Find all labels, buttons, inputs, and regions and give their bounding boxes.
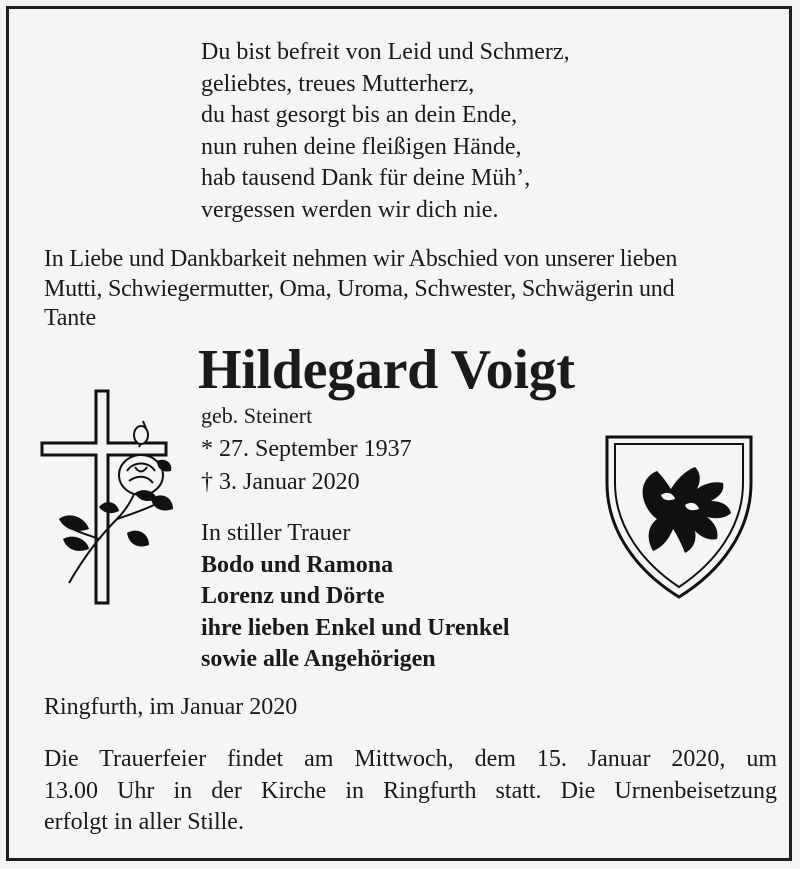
intro-line: In Liebe und Dankbarkeit nehmen wir Abschied von unserer lieben: [44, 246, 678, 272]
poem-line: hab tausend Dank für deine Müh’,: [201, 165, 531, 191]
memorial-poem: [201, 37, 570, 226]
birth-date: * 27. September 1937: [201, 436, 412, 462]
farewell-intro: [44, 245, 779, 334]
mourners-heading: In stiller Trauer: [201, 520, 351, 546]
poem-line: vergessen werden wir dich nie.: [201, 196, 499, 223]
place-and-date: Ringfurth, im Januar 2020: [44, 694, 298, 720]
maiden-name: geb. Steinert: [201, 403, 313, 428]
mourner-entry: ihre lieben Enkel und Urenkel: [201, 614, 510, 641]
mourners-block: [201, 518, 510, 676]
poem-line: geliebtes, treues Mutterherz,: [201, 70, 475, 97]
poem-line: nun ruhen deine fleißigen Hände,: [201, 133, 522, 160]
funeral-line: Die Trauerfeier findet am Mittwoch, dem 15. Januar 2020, um: [44, 746, 777, 772]
poem-line: Du bist befreit von Leid und Schmerz,: [201, 39, 570, 65]
life-dates: [201, 433, 412, 499]
mourner-entry: Lorenz und Dörte: [201, 583, 385, 609]
funeral-line: 13.00 Uhr in der Kirche in Ringfurth statt. Die Urnenbeisetzung: [44, 777, 777, 804]
funeral-line: erfolgt in aller Stille.: [44, 809, 244, 835]
poem-line: du hast gesorgt bis an dein Ende,: [201, 102, 518, 128]
obituary-notice: [6, 6, 792, 861]
intro-line: Mutti, Schwiegermutter, Oma, Uroma, Schwester, Schwägerin und: [44, 275, 675, 302]
intro-line: Tante: [44, 305, 96, 331]
mourner-entry: sowie alle Angehörigen: [201, 646, 436, 672]
deceased-name: Hildegard Voigt: [198, 339, 575, 401]
coat-of-arms-icon: [601, 431, 757, 603]
mourner-entry: Bodo und Ramona: [201, 551, 394, 578]
funeral-details: [44, 744, 777, 839]
death-date: † 3. Januar 2020: [201, 469, 360, 495]
cross-with-rose-icon: [39, 387, 179, 609]
